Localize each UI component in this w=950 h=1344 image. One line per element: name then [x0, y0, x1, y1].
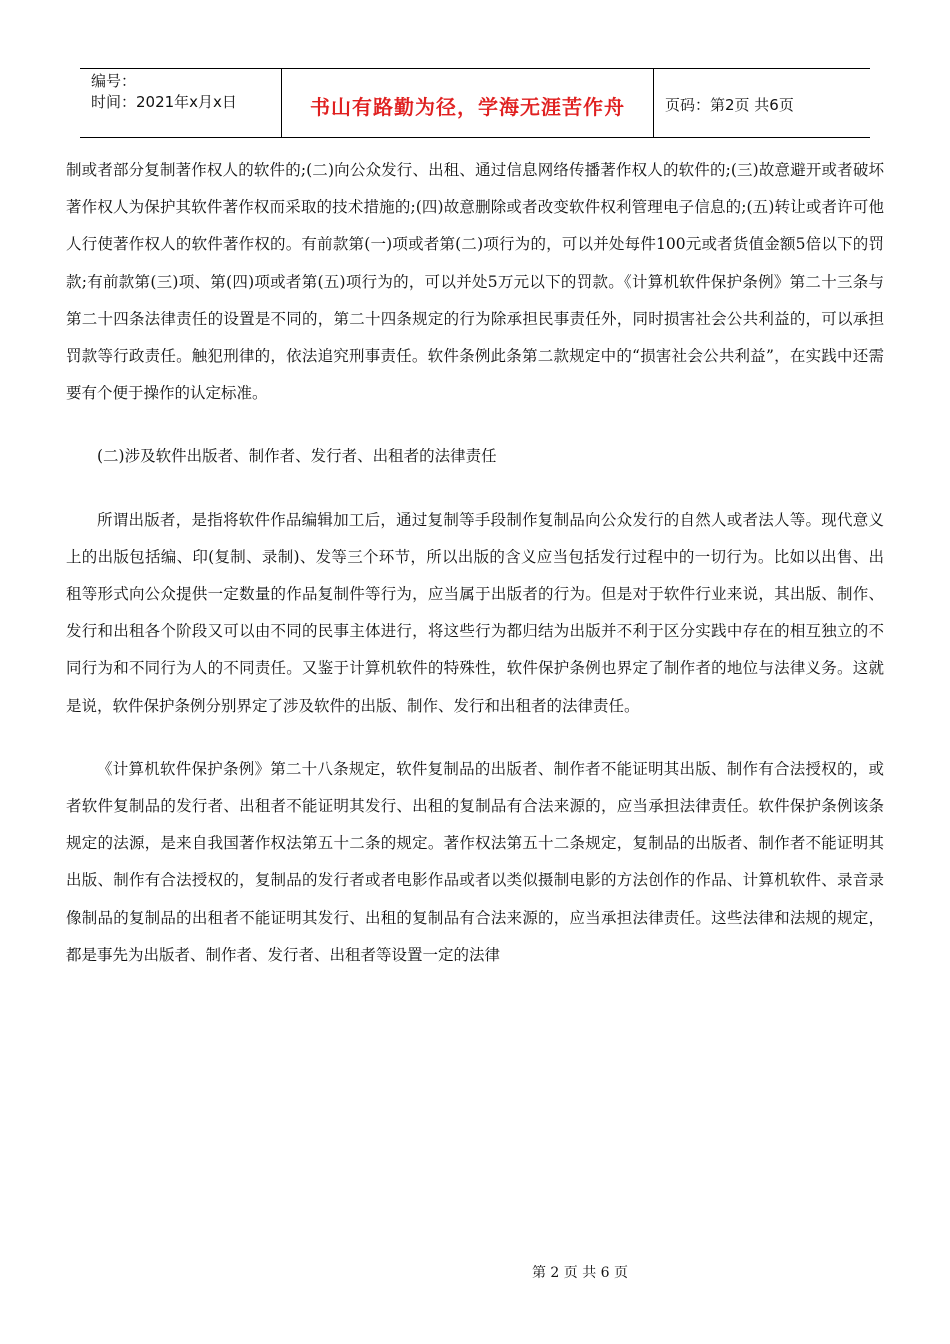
page-header — [80, 68, 870, 138]
paragraph-article-28: 《计算机软件保护条例》第二十八条规定，软件复制品的出版者、制作者不能证明其出版、制作有合法授权的，或者软件复制品的发行者、出租者不能证明其发行、出租的复制品有合法来源的，应当承担法律责任。软件保护条例该条规定的法源，是来自我国著作权法第五十二条的规定。著作权法第五十二条规定，复制品的出版者、制作者不能证明其出版、制作有合法授权的，复制品的发行者或者电影作品或者以类似摄制电影的方法创作的作品、计算机软件、录音录像制品的复制品的出租者不能证明其发行、出租的复制品有合法来源的，应当承担法律责任。这些法律和法规的规定，都是事先为出版者、制作者、发行者、出租者等设置一定的法律 — [66, 759, 884, 964]
header-meta — [80, 69, 282, 137]
document-time-label: 时间：2021年x月x日 — [91, 93, 237, 111]
header-page-cell — [654, 69, 870, 137]
document-body — [66, 152, 884, 974]
header-motto: 书山有路勤为径，学海无涯苦作舟 — [310, 94, 625, 119]
header-motto-cell — [282, 69, 654, 137]
paragraph-continuation: 制或者部分复制著作权人的软件的;(二)向公众发行、出租、通过信息网络传播著作权人的软件的;(三)故意避开或者破坏著作权人为保护其软件著作权而采取的技术措施的;(四)故意删除或者改变软件权利管理电子信息的;(五)转让或者许可他人行使著作权人的软件著作权的。有前款第(一)项或者第(二)项行为的，可以并处每件100元或者货值金额5倍以下的罚款;有前款第(三)项、第(四)项或者第(五)项行为的，可以并处5万元以下的罚款。《计算机软件保护条例》第二十三条与第二十四条法律责任的设置是不同的，第二十四条规定的行为除承担民事责任外，同时损害社会公共利益的，可以承担罚款等行政责任。触犯刑律的，依法追究刑事责任。软件条例此条第二款规定中的“损害社会公共利益”，在实践中还需要有个便于操作的认定标准。 — [66, 161, 884, 403]
footer-page-number: 第 2 页 共 6 页 — [531, 1265, 629, 1281]
section-heading: (二)涉及软件出版者、制作者、发行者、出租者的法律责任 — [97, 447, 497, 466]
document-number-label: 编号： — [91, 72, 137, 90]
page-footer — [0, 1262, 950, 1282]
header-page-number: 页码：第2页 共6页 — [665, 95, 794, 114]
paragraph-publisher-definition: 所谓出版者，是指将软件作品编辑加工后，通过复制等手段制作复制品向公众发行的自然人或者法人等。现代意义上的出版包括编、印(复制、录制)、发等三个环节，所以出版的含义应当包括发行过程中的一切行为。比如以出售、出租等形式向公众提供一定数量的作品复制件等行为，应当属于出版者的行为。但是对于软件行业来说，其出版、制作、发行和出租各个阶段又可以由不同的民事主体进行，将这些行为都归结为出版并不利于区分实践中存在的相互独立的不同行为和不同行为人的不同责任。又鉴于计算机软件的特殊性，软件保护条例也界定了制作者的地位与法律义务。这就是说，软件保护条例分别界定了涉及软件的出版、制作、发行和出租者的法律责任。 — [66, 510, 884, 715]
